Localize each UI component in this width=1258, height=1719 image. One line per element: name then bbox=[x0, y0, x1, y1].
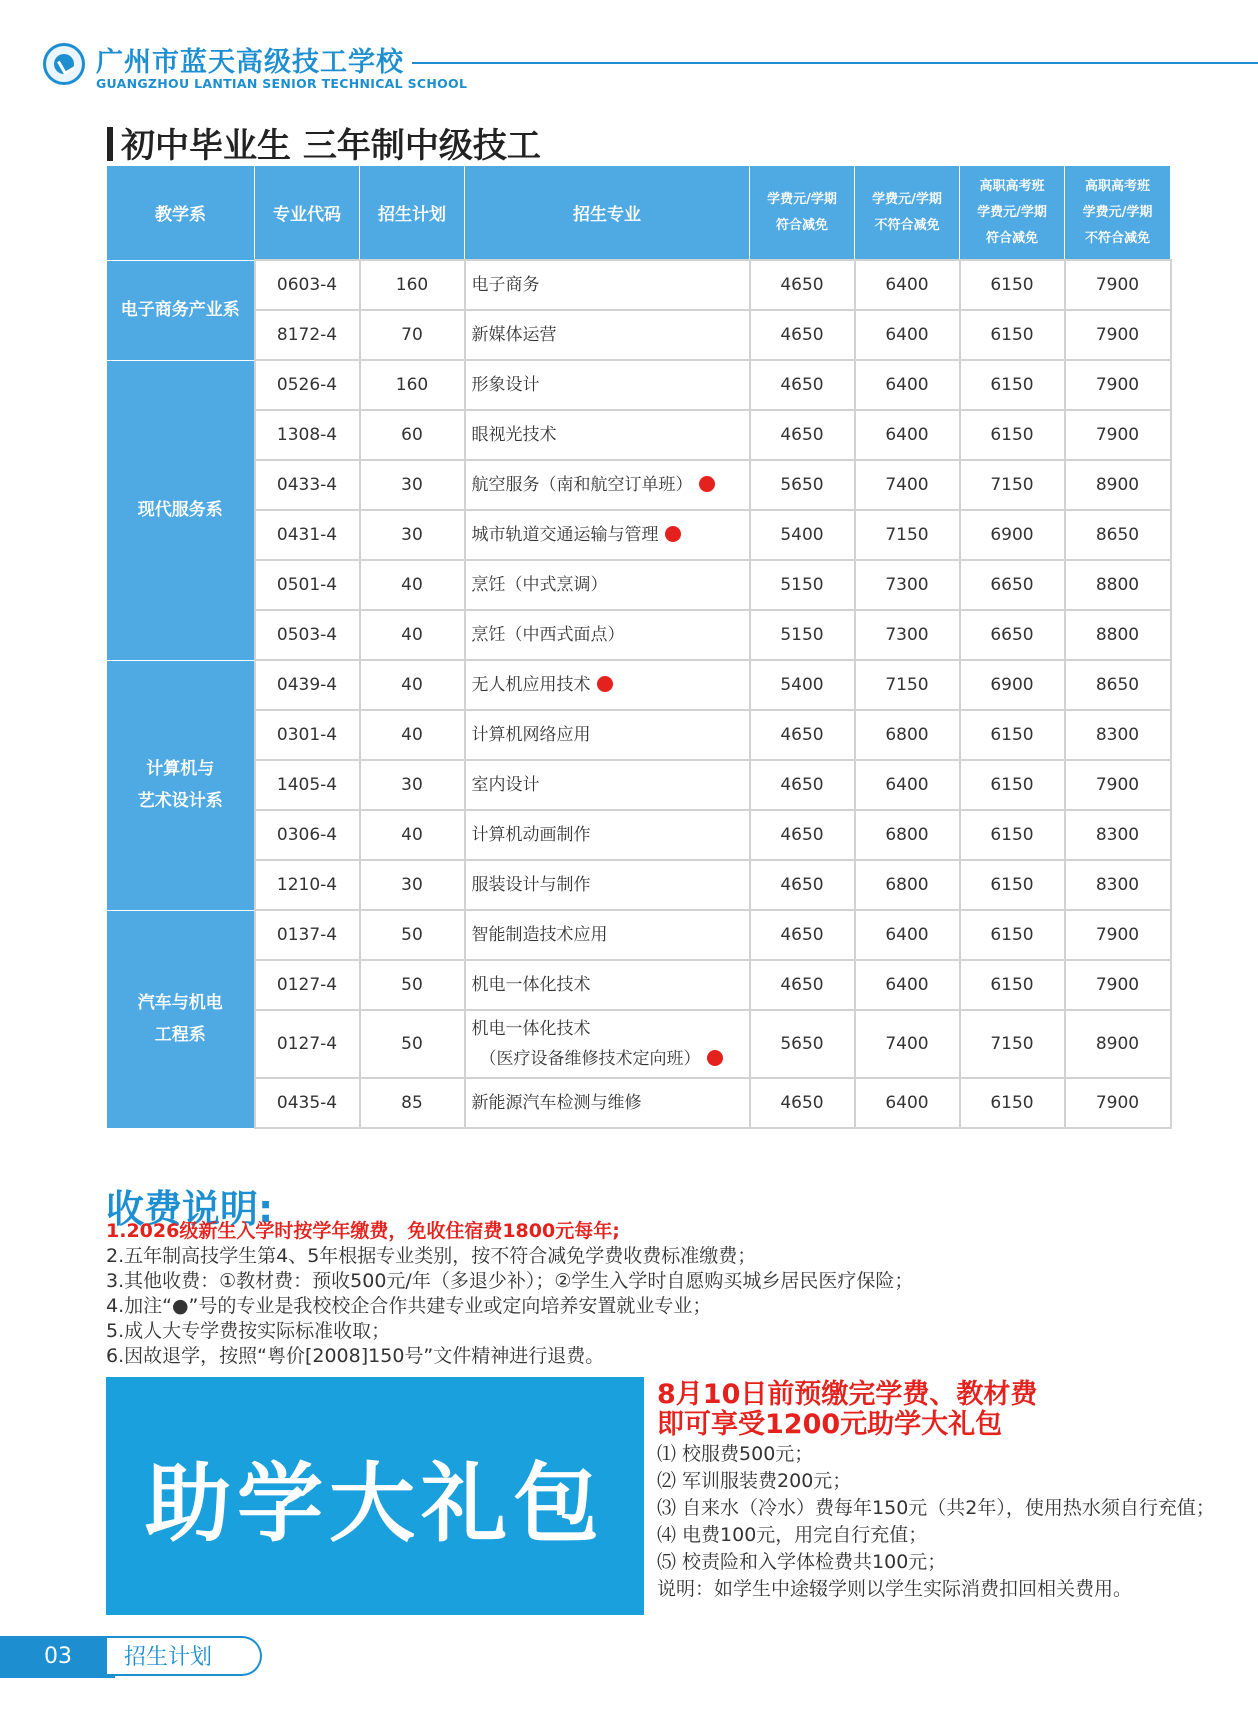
code-cell: 0431-4 bbox=[255, 510, 360, 560]
major-name: 无人机应用技术 bbox=[471, 675, 591, 695]
gift-item: ⑴ 校服费500元； bbox=[657, 1443, 814, 1465]
fee-cell: 4650 bbox=[750, 310, 855, 360]
header-fee-1: 学费元/学期 符合减免 bbox=[750, 166, 855, 261]
code-cell: 0435-4 bbox=[255, 1078, 360, 1128]
fee-note: 1.2026级新生入学时按学年缴费，免收住宿费1800元每年; bbox=[106, 1220, 620, 1242]
header-fee-2: 学费元/学期 不符合减免 bbox=[855, 166, 960, 261]
fee-notes bbox=[106, 1219, 913, 1369]
title-bar bbox=[107, 127, 113, 161]
major-cell bbox=[465, 510, 750, 560]
fee-cell: 6800 bbox=[855, 810, 960, 860]
plan-cell: 60 bbox=[360, 410, 465, 460]
table-header-row bbox=[107, 166, 1171, 261]
table-row bbox=[107, 560, 1171, 610]
fee-note: 3.其他收费：①教材费：预收500元/年（多退少补）；②学生入学时自愿购买城乡居民医疗保险； bbox=[106, 1270, 914, 1292]
code-cell: 8172-4 bbox=[255, 310, 360, 360]
major-cell bbox=[465, 310, 750, 360]
fee-cell: 4650 bbox=[750, 710, 855, 760]
fee-cell: 6400 bbox=[855, 760, 960, 810]
code-cell: 0603-4 bbox=[255, 260, 360, 310]
code-cell: 0127-4 bbox=[255, 1010, 360, 1078]
major-name: 服装设计与制作 bbox=[471, 875, 591, 895]
fee-cell: 7300 bbox=[855, 610, 960, 660]
fee-cell: 6150 bbox=[960, 710, 1065, 760]
fee-cell: 6150 bbox=[960, 310, 1065, 360]
fee-cell: 6400 bbox=[855, 360, 960, 410]
department-cell: 计算机与 艺术设计系 bbox=[107, 660, 255, 910]
major-cell bbox=[465, 910, 750, 960]
page-header bbox=[40, 40, 1258, 100]
major-subtitle: （医疗设备维修技术定向班） bbox=[479, 1049, 701, 1069]
table-row bbox=[107, 960, 1171, 1010]
table-row bbox=[107, 510, 1171, 560]
major-name: 机电一体化技术 bbox=[471, 1019, 591, 1039]
plan-cell: 50 bbox=[360, 1010, 465, 1078]
fee-cell: 4650 bbox=[750, 810, 855, 860]
plan-cell: 40 bbox=[360, 560, 465, 610]
enrollment-table bbox=[106, 165, 1172, 1129]
code-cell: 0439-4 bbox=[255, 660, 360, 710]
plan-cell: 40 bbox=[360, 710, 465, 760]
fee-cell: 7150 bbox=[960, 1010, 1065, 1078]
gift-items bbox=[657, 1441, 1215, 1603]
major-name: 机电一体化技术 bbox=[471, 975, 591, 995]
plan-cell: 160 bbox=[360, 360, 465, 410]
major-name: 眼视光技术 bbox=[471, 425, 557, 445]
fee-cell: 4650 bbox=[750, 860, 855, 910]
plan-cell: 30 bbox=[360, 760, 465, 810]
partnership-dot-icon bbox=[597, 676, 613, 692]
major-name: 室内设计 bbox=[471, 775, 540, 795]
plan-cell: 40 bbox=[360, 660, 465, 710]
major-cell bbox=[465, 860, 750, 910]
fee-note: 5.成人大专学费按实际标准收取； bbox=[106, 1320, 391, 1342]
fee-cell: 8300 bbox=[1065, 810, 1171, 860]
plan-cell: 160 bbox=[360, 260, 465, 310]
fee-cell: 6150 bbox=[960, 810, 1065, 860]
plan-cell: 50 bbox=[360, 910, 465, 960]
table-row bbox=[107, 660, 1171, 710]
fee-cell: 7400 bbox=[855, 460, 960, 510]
table-row bbox=[107, 410, 1171, 460]
plan-cell: 30 bbox=[360, 860, 465, 910]
fee-note: 4.加注“●”号的专业是我校校企合作共建专业或定向培养安置就业专业； bbox=[106, 1295, 712, 1317]
partnership-dot-icon bbox=[699, 476, 715, 492]
fee-cell: 7900 bbox=[1065, 310, 1171, 360]
code-cell: 1405-4 bbox=[255, 760, 360, 810]
header-fee-4: 高职高考班 学费元/学期 不符合减免 bbox=[1065, 166, 1171, 261]
fee-cell: 8300 bbox=[1065, 860, 1171, 910]
major-cell bbox=[465, 560, 750, 610]
fee-cell: 4650 bbox=[750, 260, 855, 310]
header-dept: 教学系 bbox=[107, 166, 255, 261]
gift-headline bbox=[657, 1380, 1037, 1440]
major-name: 计算机动画制作 bbox=[471, 825, 591, 845]
fee-cell: 8800 bbox=[1065, 610, 1171, 660]
fee-cell: 7900 bbox=[1065, 910, 1171, 960]
gift-headline-line: 即可享受1200元助学大礼包 bbox=[657, 1409, 1003, 1440]
table-row bbox=[107, 610, 1171, 660]
fee-cell: 6400 bbox=[855, 960, 960, 1010]
major-name: 新媒体运营 bbox=[471, 325, 557, 345]
plan-cell: 40 bbox=[360, 610, 465, 660]
code-cell: 0301-4 bbox=[255, 710, 360, 760]
fee-cell: 7150 bbox=[855, 660, 960, 710]
major-name: 城市轨道交通运输与管理 bbox=[471, 525, 659, 545]
fee-cell: 7300 bbox=[855, 560, 960, 610]
code-cell: 0433-4 bbox=[255, 460, 360, 510]
code-cell: 0503-4 bbox=[255, 610, 360, 660]
fee-cell: 8900 bbox=[1065, 460, 1171, 510]
table-row bbox=[107, 310, 1171, 360]
code-cell: 1308-4 bbox=[255, 410, 360, 460]
partnership-dot-icon bbox=[707, 1050, 723, 1066]
gift-headline-line: 8月10日前预缴完学费、教材费 bbox=[657, 1379, 1038, 1410]
table-row bbox=[107, 1078, 1171, 1128]
fee-cell: 6400 bbox=[855, 260, 960, 310]
fee-cell: 6400 bbox=[855, 1078, 960, 1128]
code-cell: 0526-4 bbox=[255, 360, 360, 410]
table-row bbox=[107, 860, 1171, 910]
gift-item: ⑶ 自来水（冷水）费每年150元（共2年），使用热水须自行充值； bbox=[657, 1497, 1215, 1519]
fee-cell: 5400 bbox=[750, 510, 855, 560]
fee-cell: 6400 bbox=[855, 410, 960, 460]
fee-cell: 7150 bbox=[960, 460, 1065, 510]
table-row bbox=[107, 810, 1171, 860]
fee-title: 收费说明: bbox=[106, 1187, 274, 1231]
fee-cell: 7900 bbox=[1065, 760, 1171, 810]
fee-cell: 4650 bbox=[750, 1078, 855, 1128]
major-name: 电子商务 bbox=[471, 275, 540, 295]
fee-cell: 8900 bbox=[1065, 1010, 1171, 1078]
fee-cell: 6800 bbox=[855, 860, 960, 910]
major-cell bbox=[465, 260, 750, 310]
fee-cell: 6650 bbox=[960, 560, 1065, 610]
plan-cell: 50 bbox=[360, 960, 465, 1010]
code-cell: 0127-4 bbox=[255, 960, 360, 1010]
header-fee-3: 高职高考班 学费元/学期 符合减免 bbox=[960, 166, 1065, 261]
fee-cell: 7900 bbox=[1065, 410, 1171, 460]
table-body bbox=[107, 260, 1171, 1128]
fee-cell: 6150 bbox=[960, 260, 1065, 310]
fee-cell: 8650 bbox=[1065, 510, 1171, 560]
header-major: 招生专业 bbox=[465, 166, 750, 261]
page-number: 03 bbox=[0, 1636, 115, 1678]
table-row bbox=[107, 260, 1171, 310]
gift-banner bbox=[106, 1377, 644, 1615]
fee-cell: 7900 bbox=[1065, 960, 1171, 1010]
fee-cell: 7900 bbox=[1065, 360, 1171, 410]
fee-cell: 6400 bbox=[855, 910, 960, 960]
major-name: 航空服务（南和航空订单班） bbox=[471, 475, 693, 495]
partnership-dot-icon bbox=[665, 526, 681, 542]
table-row bbox=[107, 710, 1171, 760]
fee-cell: 6150 bbox=[960, 760, 1065, 810]
major-cell bbox=[465, 360, 750, 410]
gift-item: ⑵ 军训服装费200元； bbox=[657, 1470, 852, 1492]
major-cell bbox=[465, 1010, 750, 1078]
table-row bbox=[107, 910, 1171, 960]
header-code: 专业代码 bbox=[255, 166, 360, 261]
major-cell bbox=[465, 460, 750, 510]
fee-cell: 4650 bbox=[750, 960, 855, 1010]
plan-cell: 30 bbox=[360, 460, 465, 510]
major-name: 烹饪（中西式面点） bbox=[471, 625, 625, 645]
fee-cell: 5150 bbox=[750, 610, 855, 660]
fee-cell: 7900 bbox=[1065, 260, 1171, 310]
department-cell: 汽车与机电 工程系 bbox=[107, 910, 255, 1128]
fee-cell: 6400 bbox=[855, 310, 960, 360]
major-cell bbox=[465, 410, 750, 460]
code-cell: 0137-4 bbox=[255, 910, 360, 960]
header-divider bbox=[412, 62, 1258, 64]
department-cell: 电子商务产业系 bbox=[107, 260, 255, 360]
table-row bbox=[107, 460, 1171, 510]
school-name-cn: 广州市蓝天高级技工学校 bbox=[96, 47, 404, 78]
fee-cell: 6150 bbox=[960, 1078, 1065, 1128]
gift-item: ⑸ 校责险和入学体检费共100元； bbox=[657, 1551, 947, 1573]
code-cell: 1210-4 bbox=[255, 860, 360, 910]
code-cell: 0306-4 bbox=[255, 810, 360, 860]
plan-cell: 40 bbox=[360, 810, 465, 860]
gift-banner-text: 助学大礼包 bbox=[145, 1454, 605, 1554]
fee-cell: 6650 bbox=[960, 610, 1065, 660]
fee-cell: 4650 bbox=[750, 910, 855, 960]
fee-cell: 7900 bbox=[1065, 1078, 1171, 1128]
department-cell: 现代服务系 bbox=[107, 360, 255, 660]
fee-cell: 8650 bbox=[1065, 660, 1171, 710]
fee-cell: 5650 bbox=[750, 460, 855, 510]
page-title-text: 初中毕业生 三年制中级技工 bbox=[121, 126, 541, 166]
fee-cell: 8300 bbox=[1065, 710, 1171, 760]
section-label: 招生计划 bbox=[107, 1636, 262, 1676]
header-plan: 招生计划 bbox=[360, 166, 465, 261]
fee-cell: 5650 bbox=[750, 1010, 855, 1078]
page-title bbox=[107, 118, 541, 167]
major-name: 形象设计 bbox=[471, 375, 540, 395]
fee-cell: 6150 bbox=[960, 410, 1065, 460]
major-cell bbox=[465, 760, 750, 810]
major-name: 烹饪（中式烹调） bbox=[471, 575, 608, 595]
code-cell: 0501-4 bbox=[255, 560, 360, 610]
plan-cell: 85 bbox=[360, 1078, 465, 1128]
fee-cell: 7400 bbox=[855, 1010, 960, 1078]
gift-item: ⑷ 电费100元，用完自行充值； bbox=[657, 1524, 928, 1546]
school-name-en: GUANGZHOU LANTIAN SENIOR TECHNICAL SCHOOL bbox=[96, 76, 468, 91]
major-name: 计算机网络应用 bbox=[471, 725, 591, 745]
fee-cell: 5400 bbox=[750, 660, 855, 710]
major-cell bbox=[465, 710, 750, 760]
fee-note: 2.五年制高技学生第4、5年根据专业类别，按不符合减免学费收费标准缴费； bbox=[106, 1245, 757, 1267]
fee-cell: 4650 bbox=[750, 410, 855, 460]
table-row bbox=[107, 760, 1171, 810]
school-logo-icon bbox=[43, 43, 85, 85]
fee-cell: 4650 bbox=[750, 760, 855, 810]
fee-note: 6.因故退学，按照“粤价[2008]150号”文件精神进行退费。 bbox=[106, 1345, 605, 1367]
plan-cell: 30 bbox=[360, 510, 465, 560]
fee-cell: 6150 bbox=[960, 860, 1065, 910]
major-name: 智能制造技术应用 bbox=[471, 925, 608, 945]
major-cell bbox=[465, 1078, 750, 1128]
fee-cell: 6150 bbox=[960, 360, 1065, 410]
fee-cell: 4650 bbox=[750, 360, 855, 410]
table-row bbox=[107, 360, 1171, 410]
major-cell bbox=[465, 960, 750, 1010]
major-cell bbox=[465, 810, 750, 860]
fee-cell: 6150 bbox=[960, 910, 1065, 960]
fee-cell: 6150 bbox=[960, 960, 1065, 1010]
fee-cell: 5150 bbox=[750, 560, 855, 610]
plan-cell: 70 bbox=[360, 310, 465, 360]
fee-cell: 8800 bbox=[1065, 560, 1171, 610]
table-row bbox=[107, 1010, 1171, 1078]
fee-cell: 6900 bbox=[960, 660, 1065, 710]
gift-note: 说明：如学生中途辍学则以学生实际消费扣回相关费用。 bbox=[657, 1578, 1133, 1600]
fee-cell: 6900 bbox=[960, 510, 1065, 560]
major-name: 新能源汽车检测与维修 bbox=[471, 1093, 642, 1113]
fee-cell: 7150 bbox=[855, 510, 960, 560]
major-cell bbox=[465, 610, 750, 660]
fee-cell: 6800 bbox=[855, 710, 960, 760]
major-cell bbox=[465, 660, 750, 710]
